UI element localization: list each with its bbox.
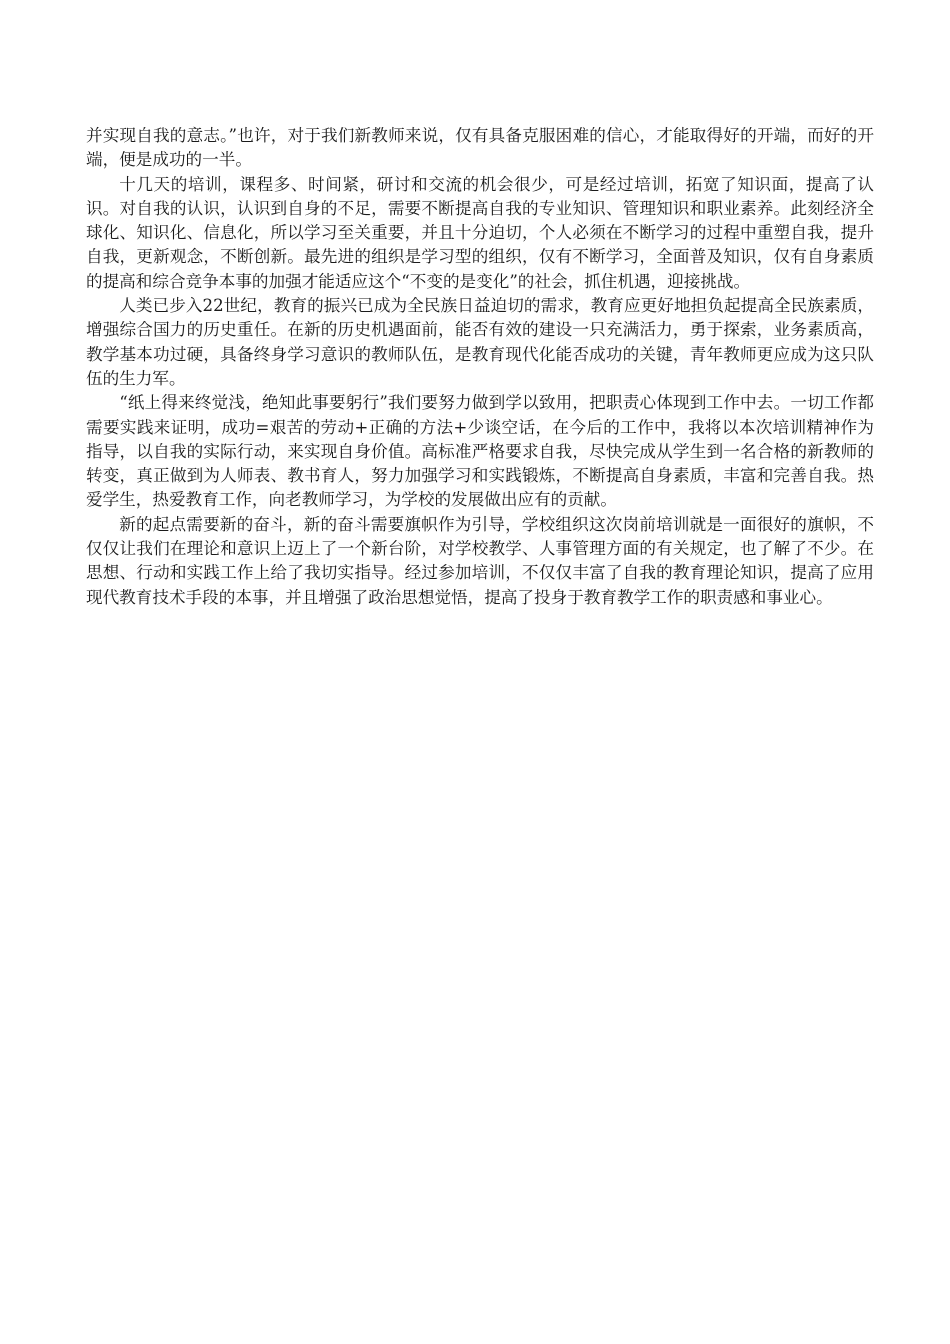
paragraph-new-start: 新的起点需要新的奋斗，新的奋斗需要旗帜作为引导，学校组织这次岗前培训就是一面很好的旗帜，不仅仅让我们在理论和意识上迈上了一个新台阶，对学校教学、人事管理方面的有关规定，也了解了不少。在思想、行动和实践工作上给了我切实指导。经过参加培训，不仅仅丰富了自我的教育理论知识，提高了应用现代教育技术手段的本事，并且增强了政治思想觉悟，提高了投身于教育教学工作的职责感和事业心。 xyxy=(86,514,874,607)
paragraph-training: 十几天的培训，课程多、时间紧，研讨和交流的机会很少，可是经过培训，拓宽了知识面，提高了认识。对自我的认识，认识到自身的不足，需要不断提高自我的专业知识、管理知识和职业素养。此刻经济全球化、知识化、信息化，所以学习至关重要，并且十分迫切，个人必须在不断学习的过程中重塑自我，提升自我，更新观念，不断创新。最先进的组织是学习型的组织，仅有不断学习，全面普及知识，仅有自身素质的提高和综合竞争本事的加强才能适应这个“不变的是变化”的社会，抓住机遇，迎接挑战。 xyxy=(86,174,874,291)
paragraph-practice: “纸上得来终觉浅，绝知此事要躬行”我们要努力做到学以致用，把职责心体现到工作中去。一切工作都需要实践来证明，成功=艰苦的劳动+正确的方法+少谈空话，在今后的工作中，我将以本次培训精神作为指导，以自我的实际行动，来实现自身价值。高标准严格要求自我，尽快完成从学生到一名合格的新教师的转变，真正做到为人师表、教书育人，努力加强学习和实践锻炼，不断提高自身素质，丰富和完善自我。热爱学生，热爱教育工作，向老教师学习，为学校的发展做出应有的贡献。 xyxy=(86,393,874,510)
paragraph-education: 人类已步入22世纪，教育的振兴已成为全民族日益迫切的需求，教育应更好地担负起提高全民族素质，增强综合国力的历史重任。在新的历史机遇面前，能否有效的建设一只充满活力，勇于探索，业务素质高，教学基本功过硬，具备终身学习意识的教师队伍，是教育现代化能否成功的关键，青年教师更应成为这只队伍的生力军。 xyxy=(86,296,874,388)
paragraph-continuation: 并实现自我的意志。”也许，对于我们新教师来说，仅有具备克服困难的信心，才能取得好的开端，而好的开端，便是成功的一半。 xyxy=(86,126,874,170)
document-body xyxy=(86,124,874,610)
